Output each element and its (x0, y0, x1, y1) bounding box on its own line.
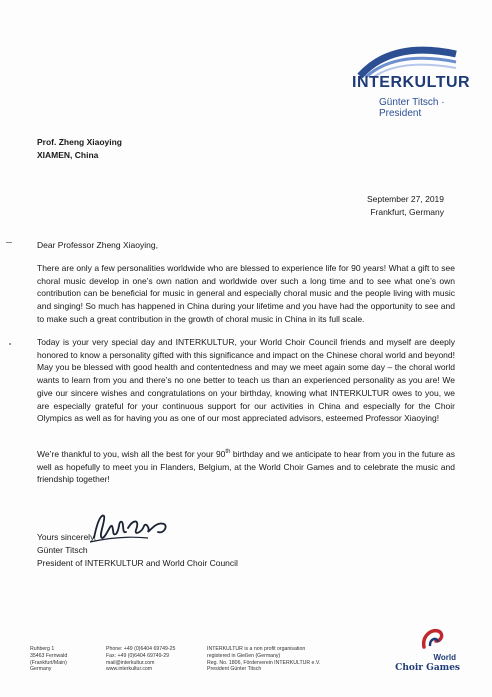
footer-line: Fax: +49 (0)6404 69749-29 (106, 652, 170, 659)
body-paragraph-2: Today is your very special day and INTERKULTUR, your World Choir Council friends and myself are deeply honored to know a personality gifted with this significance and impact on the Chinese choral world and beyond! May you be blessed with good health and contentedness and may we meet again some day – the choral world wants to learn from you and there’s no one better to teach us than an experienced personality as you are! We give our sincere wishes and congratulations on your birthday, knowing what INTERKULTUR owes to you, we are especially grateful for your continuous support for our activities in China and especially for the Choir Olympics as well as for having you as one of our most appreciated advisors, esteemed Professor Xiaoying! (37, 337, 455, 424)
signer-name: Günter Titsch (37, 544, 88, 555)
recipient-city: XIAMEN, China (37, 150, 99, 160)
footer-line: Phone: +49 (0)6404 69749-25 (106, 646, 176, 652)
world-choir-games-logo (395, 627, 460, 679)
footer-line: President Günter Titsch (207, 666, 262, 673)
p3-text-b: birthday and we anticipate to hear from you in the future as well as hopefully to meet you in Flanders, Belgium, at the World Choir Games and to celebrate the music and friendship together! (37, 449, 455, 485)
footer-line: (Frankfurt/Main) (30, 659, 67, 666)
salutation: Dear Professor Zheng Xiaoying, (37, 240, 158, 250)
recipient-name: Prof. Zheng Xiaoying (37, 137, 123, 147)
punch-mark (9, 343, 11, 345)
letter-date: September 27, 2019 (366, 194, 444, 204)
body-paragraph-1: There are only a few personalities worldwide who are blessed to experience life for 90 years! What a gift to see choral music develop in one’s own nation and worldwide over such a long time and to see what one’s own contribution can be beneficial for music in general and especially choral music and the people living with music and singing! So much has happened in China during your lifetime and you have had the opportunity to see and to make such a great contribution in the growth of choral music in China in its full scale. (37, 263, 455, 324)
footer-line: Ruhberg 1 (30, 646, 55, 652)
footer-contact (106, 646, 175, 673)
wcg-word-2: Choir Games (395, 663, 460, 673)
recipient-block (37, 136, 122, 162)
footer-line: Germany (30, 666, 52, 673)
body-paragraph-3 (37, 448, 455, 486)
org-name: INTERKULTUR (352, 74, 471, 91)
president-line: Günter Titsch · President (379, 97, 445, 119)
fold-mark (6, 242, 12, 243)
interkultur-logo (336, 44, 476, 119)
footer-legal (207, 646, 320, 673)
footer-line: mail@interkultur.com (106, 659, 155, 666)
p3-superscript: th (225, 449, 231, 456)
letter-place: Frankfurt, Germany (370, 207, 444, 217)
footer-address (30, 646, 67, 673)
footer-line: Reg. No. 1806, Förderverein INTERKULTUR e.V. (207, 659, 321, 666)
closing-block (37, 531, 238, 569)
interkultur-arc-icon (352, 44, 462, 78)
valediction: Yours sincerely, (37, 532, 97, 542)
p3-text-a: We’re thankful to you, wish all the best for your 90 (37, 449, 226, 459)
signer-title: President of INTERKULTUR and World Choir Council (37, 557, 238, 568)
date-block (367, 193, 444, 219)
footer-line: INTERKULTUR is a non profit organisation (207, 646, 306, 652)
footer-line: www.interkultur.com (106, 666, 153, 673)
wcg-word-1: World (433, 653, 456, 662)
footer-line: registered in Gießen (Germany) (207, 652, 281, 659)
footer-line: 35463 Fernwald (30, 652, 68, 659)
wcg-swirl-icon (420, 627, 446, 651)
